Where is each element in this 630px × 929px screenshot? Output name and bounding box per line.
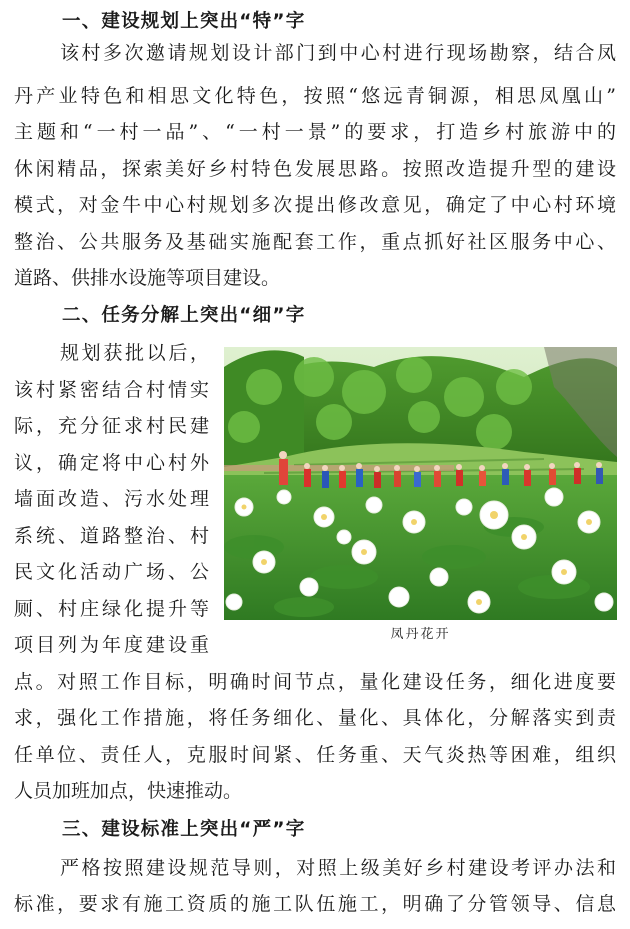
paragraph-line: 整治、公共服务及基础实施配套工作，重点抓好社区服务中心、: [14, 231, 616, 253]
paragraph-line: 道路、供排水设施等项目建设。: [14, 267, 281, 289]
paragraph-line: 该村多次邀请规划设计部门到中心村进行现场勘察，结合凤: [60, 42, 616, 64]
paragraph-line: 规划获批以后，: [60, 342, 209, 364]
paragraph-line: 人员加班加点，快速推动。: [14, 780, 243, 802]
paragraph-line: 墙面改造、污水处理: [14, 488, 209, 510]
paragraph-line: 项目列为年度建设重: [14, 634, 209, 656]
paragraph-line: 民文化活动广场、公: [14, 561, 209, 583]
section-1-heading: 一、建设规划上突出“特”字: [62, 11, 306, 32]
section-3-heading: 三、建设标准上突出“严”字: [62, 819, 306, 840]
paragraph-line: 际，充分征求村民建: [14, 415, 209, 437]
photo-caption: 凤丹花开: [390, 627, 451, 642]
paragraph-line: 该村紧密结合村情实: [14, 379, 209, 401]
paragraph-line: 厕、村庄绿化提升等: [14, 598, 209, 620]
section-2-heading: 二、任务分解上突出“细”字: [62, 305, 306, 326]
paragraph-line: 任单位、责任人，克服时间紧、任务重、天气炎热等困难，组织: [14, 744, 616, 766]
paragraph-line: 点。对照工作目标，明确时间节点，量化建设任务，细化进度要: [14, 671, 616, 693]
paragraph-line: 议，确定将中心村外: [14, 452, 209, 474]
paragraph-line: 系统、道路整治、村: [14, 525, 209, 547]
paragraph-line: 丹产业特色和相思文化特色，按照“悠远青铜源，相思凤凰山”: [14, 85, 616, 107]
paragraph-line: 主题和“一村一品”、“一村一景”的要求，打造乡村旅游中的: [14, 121, 616, 143]
paragraph-line: 休闲精品，探索美好乡村特色发展思路。按照改造提升型的建设: [14, 158, 616, 180]
peony-field-photo: [224, 347, 617, 620]
paragraph-line: 严格按照建设规范导则，对照上级美好乡村建设考评办法和: [60, 857, 616, 879]
paragraph-line: 求，强化工作措施，将任务细化、量化、具体化，分解落实到责: [14, 707, 616, 729]
paragraph-line: 标准，要求有施工资质的施工队伍施工，明确了分管领导、信息: [14, 893, 616, 915]
paragraph-line: 模式，对金牛中心村规划多次提出修改意见，确定了中心村环境: [14, 194, 616, 216]
